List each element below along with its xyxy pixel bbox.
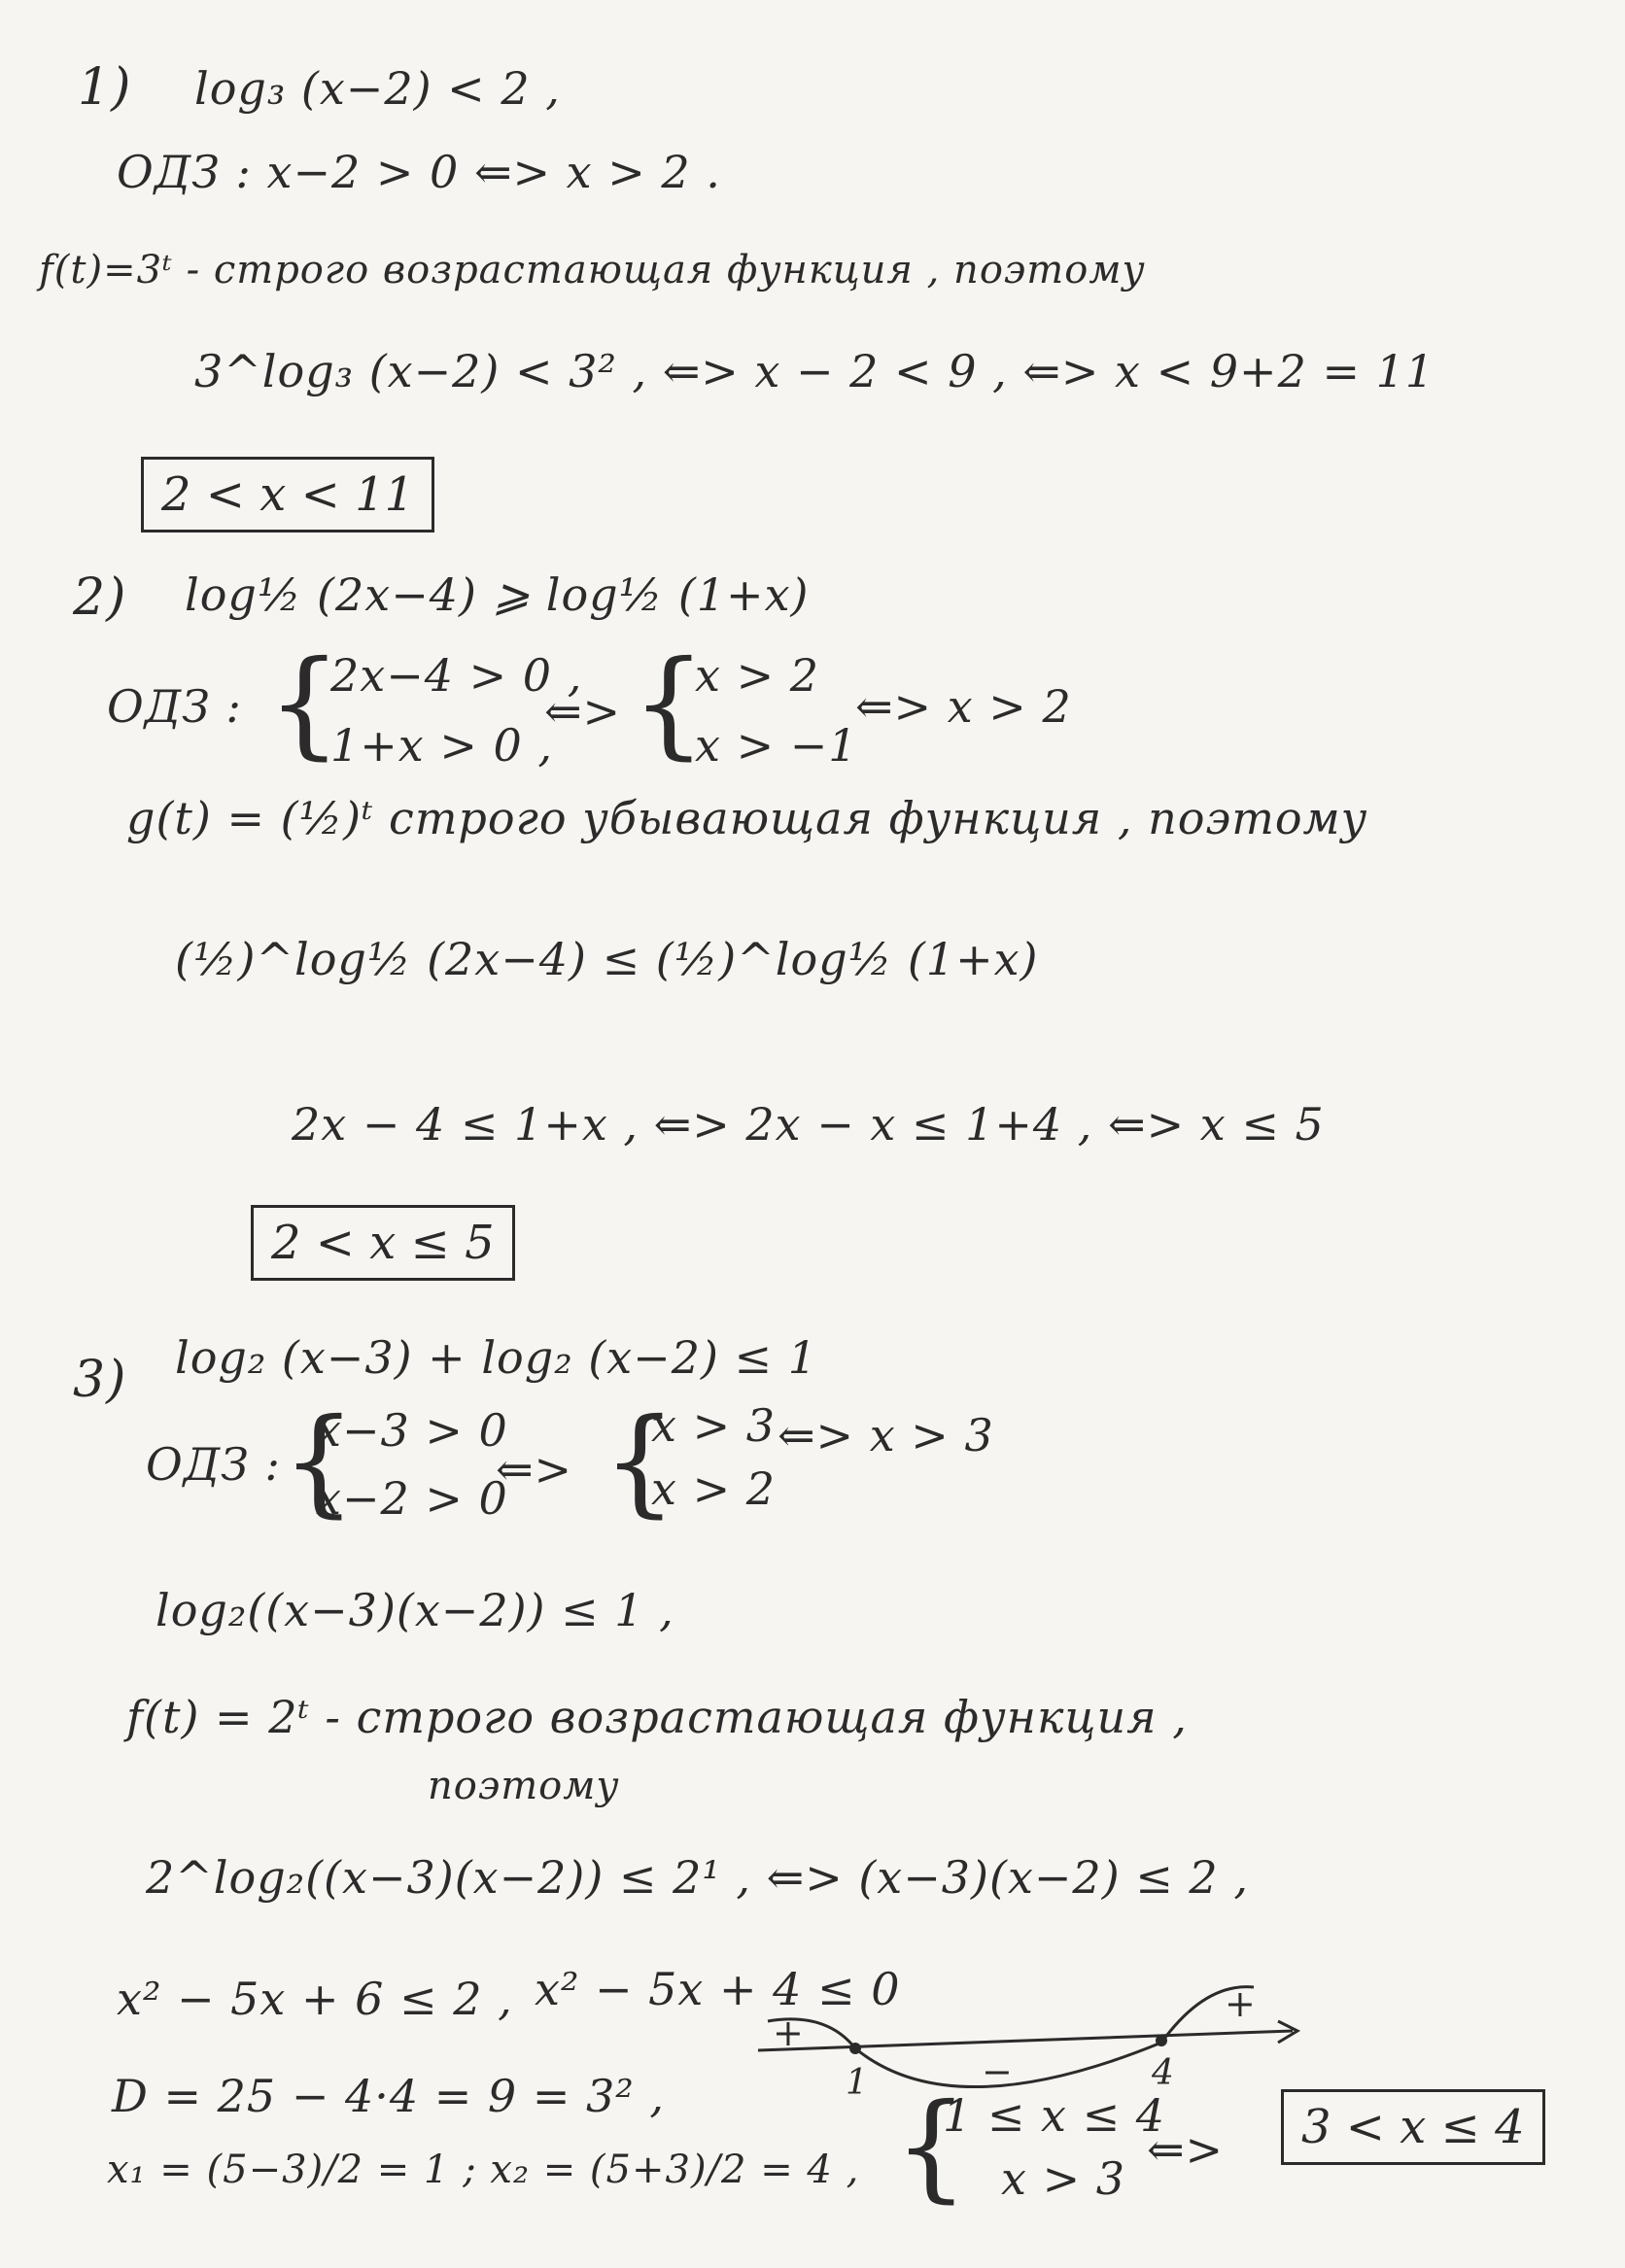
root-point-4 (1156, 2035, 1167, 2046)
p1-equation: log₃ (x−2) < 2 , (194, 62, 561, 115)
p2-odz-system-line2: 1+x > 0 , (330, 719, 554, 772)
p3-odz-equiv: ⇐> (496, 1443, 573, 1495)
p2-odz-brace2: { (632, 636, 707, 772)
p3-odz-brace: { (282, 1394, 357, 1529)
p2-function-note: g(t) = (½)ᵗ строго убывающая функция , поэтому (126, 792, 1368, 844)
p2-equation: log½ (2x−4) ⩾ log½ (1+x) (185, 568, 810, 621)
p2-odz-system-line1: 2x−4 > 0 , (330, 649, 583, 702)
p2-step2: 2x − 4 ≤ 1+x , ⇐> 2x − x ≤ 1+4 , ⇐> x ≤ 5 (292, 1098, 1325, 1151)
p3-discriminant: D = 25 − 4·4 = 9 = 3² , (112, 2070, 665, 2122)
p2-odz-result2: x > −1 (695, 719, 858, 772)
p1-step: 3^log₃ (x−2) < 3² , ⇐> x − 2 < 9 , ⇐> x < 9+2 = 11 (194, 345, 1435, 397)
p2-odz-brace: { (267, 636, 342, 772)
p3-step3a: x² − 5x + 6 ≤ 2 , (117, 1973, 513, 2025)
p1-odz: ОДЗ : x−2 > 0 ⇐> x > 2 . (117, 146, 721, 198)
p2-step1: (½)^log½ (2x−4) ≤ (½)^log½ (1+x) (175, 933, 1039, 985)
p1-function-note: f(t)=3ᵗ - строго возрастающая функция , поэтому (39, 248, 1146, 292)
p3-final-equiv: ⇐> (1147, 2123, 1225, 2176)
p2-odz-final: ⇐> x > 2 (855, 680, 1072, 733)
sign-middle: − (982, 2050, 1013, 2093)
sign-left: + (773, 2011, 804, 2054)
p2-answer-box: 2 < x ≤ 5 (251, 1205, 515, 1281)
root-point-1 (849, 2043, 861, 2054)
p3-function-note: f(t) = 2ᵗ - строго возрастающая функция , (126, 1691, 1188, 1743)
p3-roots: x₁ = (5−3)/2 = 1 ; x₂ = (5+3)/2 = 4 , (107, 2148, 860, 2192)
p3-odz-label: ОДЗ : (146, 1438, 281, 1491)
p1-answer-box: 2 < x < 11 (141, 457, 434, 533)
sign-right: + (1225, 1982, 1256, 2025)
p3-final-system-line1: 1 ≤ x ≤ 4 (943, 2089, 1166, 2142)
p3-function-note2: поэтому (428, 1764, 620, 1808)
p3-step1: log₂((x−3)(x−2)) ≤ 1 , (156, 1584, 674, 1636)
p3-final-system-line2: x > 3 (1001, 2152, 1125, 2205)
p2-odz-equiv: ⇐> (544, 685, 622, 738)
root-label-1: 1 (846, 2063, 868, 2103)
p1-number: 1) (78, 58, 132, 117)
p2-odz-result1: x > 2 (695, 649, 819, 702)
p3-odz-final: ⇐> x > 3 (778, 1409, 994, 1461)
p3-step2: 2^log₂((x−3)(x−2)) ≤ 2¹ , ⇐> (x−3)(x−2) ≤ 2 , (146, 1851, 1249, 1904)
p3-odz-result2: x > 2 (651, 1462, 776, 1515)
p3-odz-result1: x > 3 (651, 1399, 776, 1452)
p2-odz-label: ОДЗ : (107, 680, 242, 733)
p3-number: 3) (73, 1351, 127, 1409)
p3-odz-brace2: { (603, 1394, 677, 1529)
p3-answer-box: 3 < x ≤ 4 (1281, 2089, 1545, 2165)
p2-number: 2) (73, 568, 127, 627)
p3-final-brace: { (894, 2079, 969, 2215)
p3-odz-system-line2: x−2 > 0 (316, 1472, 508, 1525)
p3-step3b: x² − 5x + 4 ≤ 0 (535, 1963, 901, 2015)
p3-equation: log₂ (x−3) + log₂ (x−2) ≤ 1 (175, 1331, 817, 1384)
p3-odz-system-line1: x−3 > 0 (316, 1404, 508, 1457)
root-label-4: 4 (1152, 2053, 1174, 2093)
